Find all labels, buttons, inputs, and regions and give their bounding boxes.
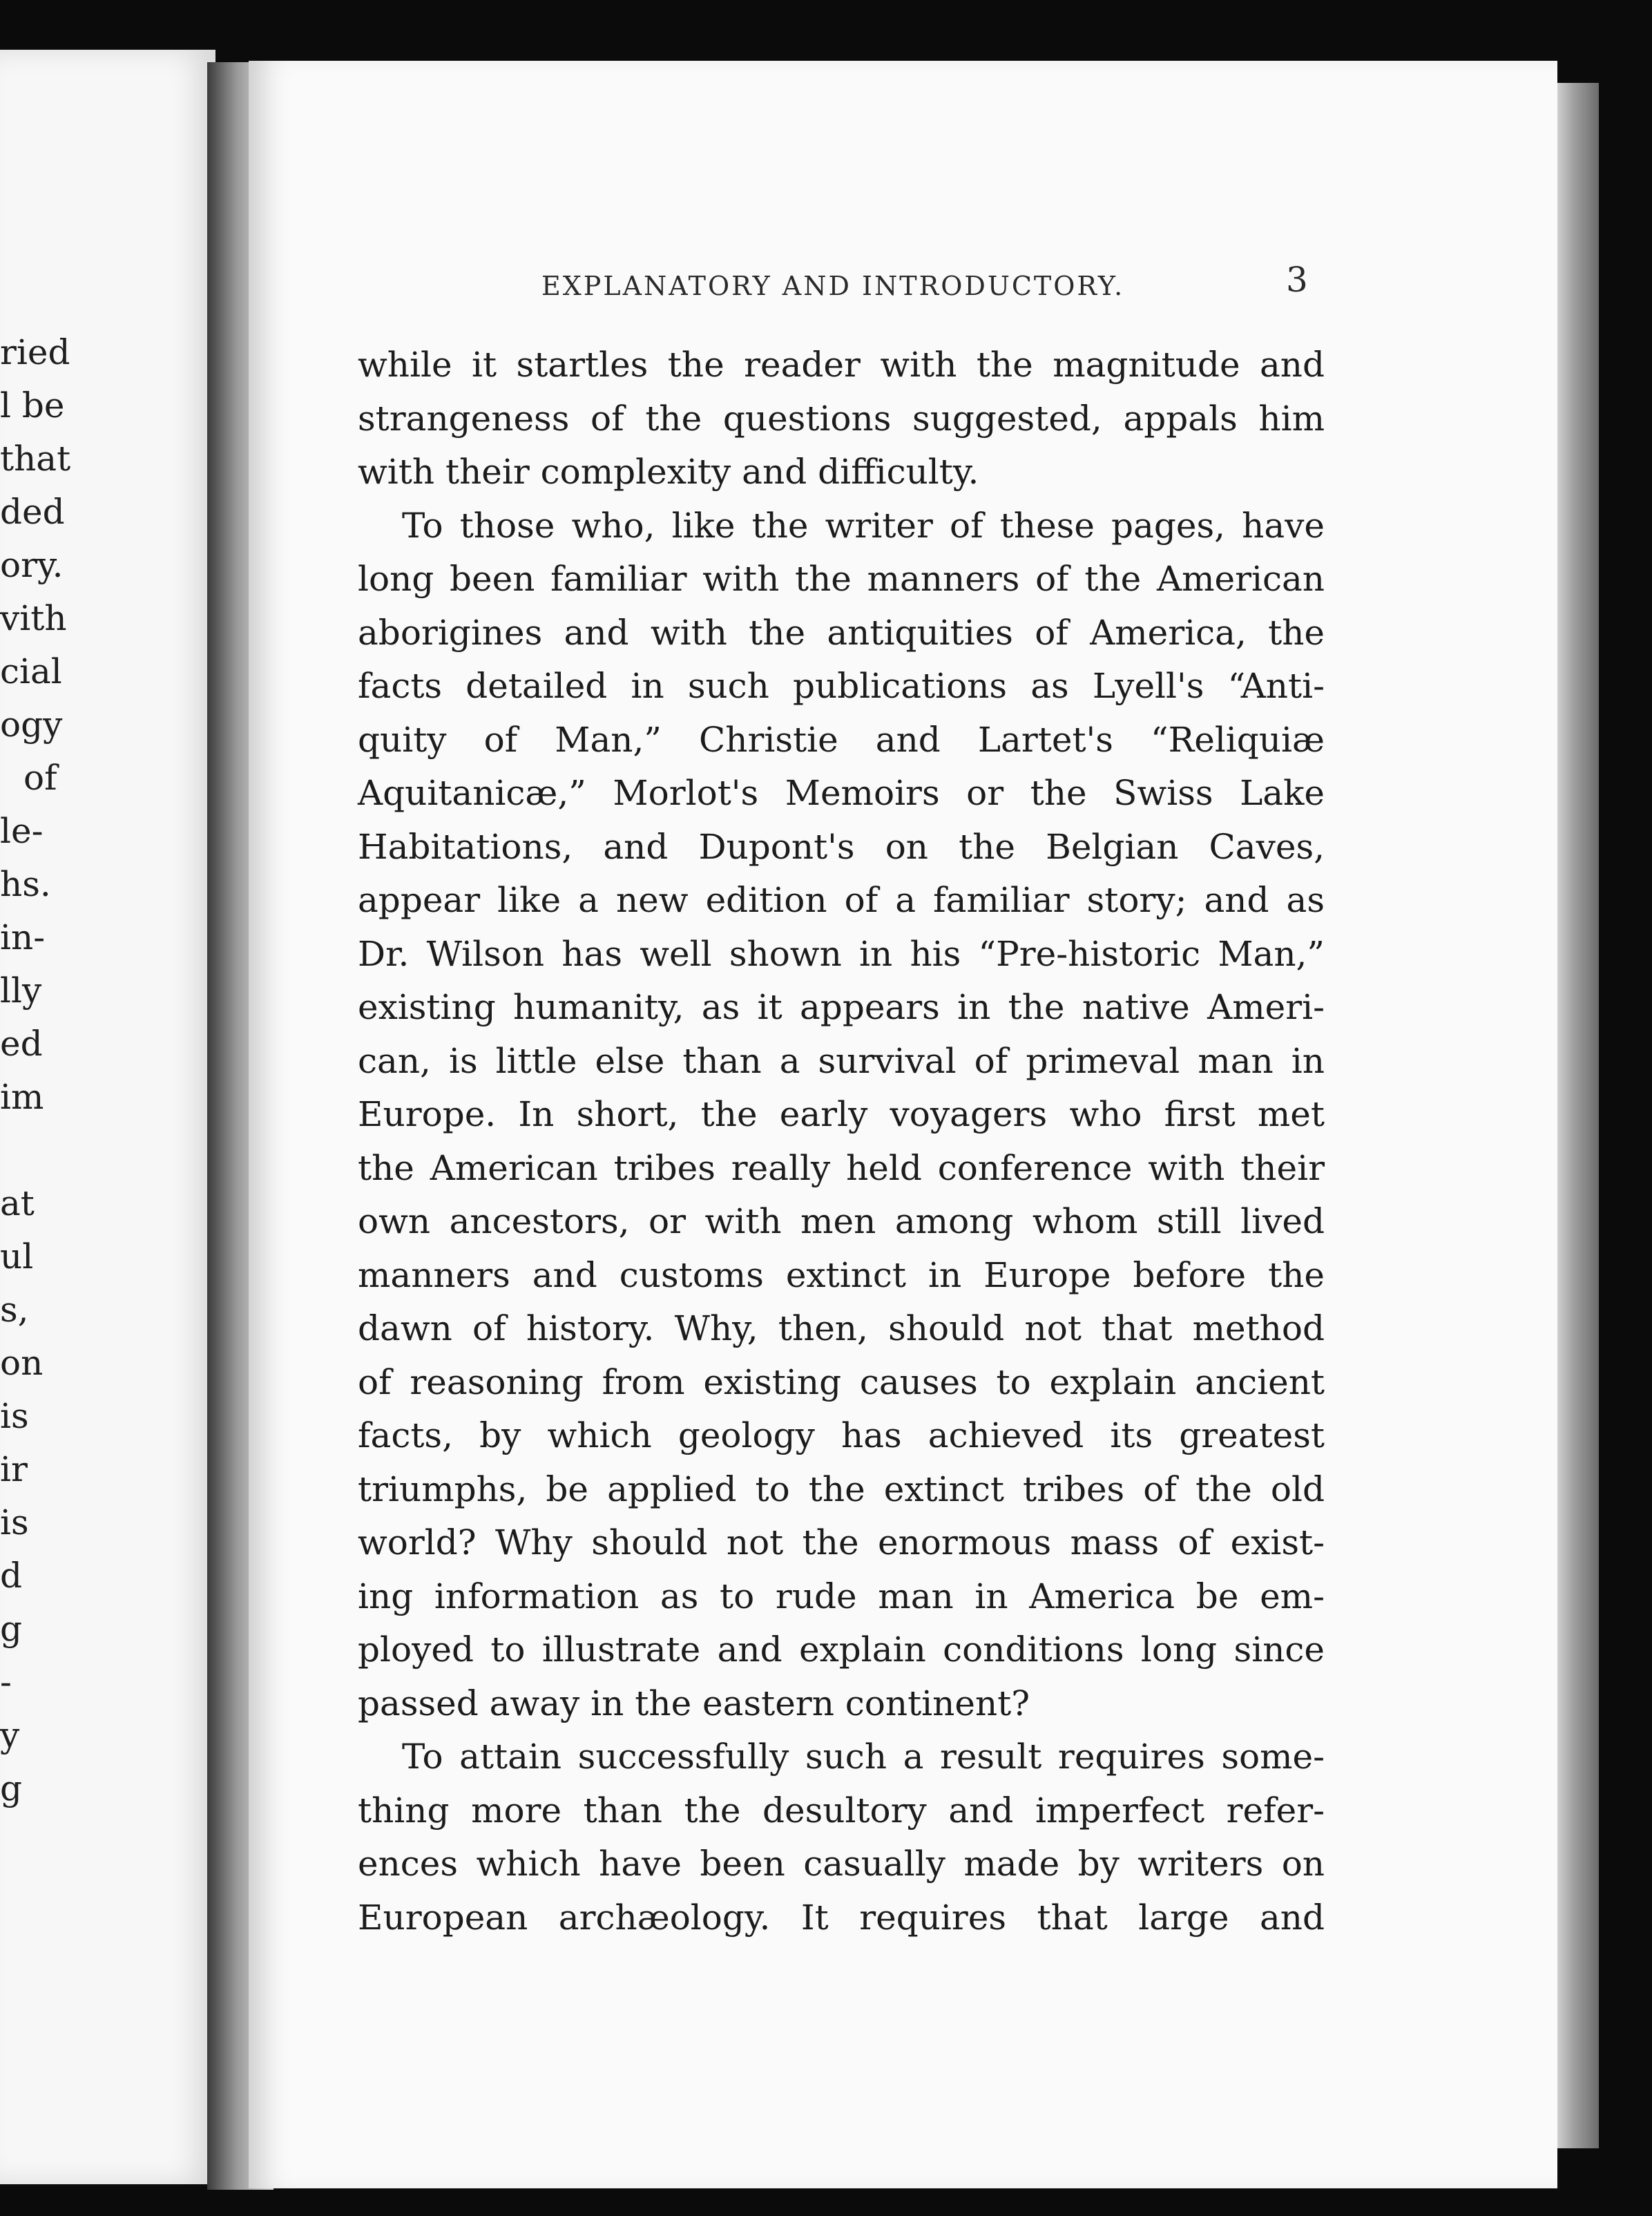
left-line: ed (0, 1024, 43, 1064)
running-head: EXPLANATORY AND INTRODUCTORY. (541, 271, 1125, 301)
text-line: long been familiar with the manners of the American (358, 559, 1325, 599)
left-line: im (0, 1077, 44, 1117)
left-line: of (23, 758, 57, 798)
text-line: world? Why should not the enormous mass of exist- (358, 1522, 1325, 1563)
text-line: facts, by which geology has achieved its greatest (358, 1415, 1325, 1455)
text-line: of reasoning from existing causes to explain ancient (358, 1362, 1325, 1402)
text-line: facts detailed in such publications as Lyell's “Anti- (358, 666, 1325, 706)
left-line: y (0, 1715, 20, 1755)
left-page-text (0, 326, 215, 1815)
left-line: l be (0, 385, 65, 426)
left-line: is (0, 1502, 29, 1542)
text-line: thing more than the desultory and imperfect refer- (358, 1790, 1325, 1831)
text-line: European archæology. It requires that large and (358, 1897, 1325, 1938)
left-line (0, 1124, 215, 1177)
text-line: triumphs, be applied to the extinct tribes of the old (358, 1469, 1325, 1509)
left-line: g (0, 1768, 23, 1808)
left-page (0, 50, 215, 2184)
left-line: that (0, 439, 71, 479)
page-number: 3 (1286, 260, 1308, 300)
left-line: at (0, 1183, 35, 1223)
left-line: is (0, 1396, 29, 1436)
text-line: own ancestors, or with men among whom still lived (358, 1201, 1325, 1241)
left-line: s, (0, 1290, 29, 1330)
left-line: ried (0, 332, 70, 372)
left-line: ogy (0, 705, 63, 745)
left-line: lly (0, 971, 42, 1011)
text-line: ences which have been casually made by writers on (358, 1844, 1325, 1884)
left-line: ory. (0, 545, 64, 585)
text-line: aborigines and with the antiquities of America, the (358, 612, 1325, 653)
left-line: le- (0, 811, 44, 851)
text-line: ployed to illustrate and explain conditions long since (358, 1630, 1325, 1670)
text-line: can, is little else than a survival of primeval man in (358, 1040, 1325, 1081)
text-line: To attain successfully such a result requires some- (402, 1737, 1325, 1777)
left-line: ul (0, 1236, 34, 1277)
text-line: To those who, like the writer of these pages, have (402, 505, 1325, 546)
left-line: d (0, 1556, 23, 1596)
left-line: - (0, 1662, 12, 1702)
left-line: cial (0, 651, 62, 691)
left-line: g (0, 1609, 23, 1649)
left-line: ir (0, 1449, 28, 1489)
text-line: Dr. Wilson has well shown in his “Pre-historic Man,” (358, 933, 1325, 974)
body-text (358, 338, 1325, 1945)
left-line: in- (0, 917, 46, 957)
text-line: dawn of history. Why, then, should not that method (358, 1308, 1325, 1348)
text-line: while it startles the reader with the magnitude and (358, 345, 1325, 385)
text-line: the American tribes really held conference with their (358, 1147, 1325, 1188)
text-line: with their complexity and difficulty. (358, 452, 979, 492)
text-line: strangeness of the questions suggested, appals him (358, 398, 1325, 439)
left-line: ded (0, 492, 65, 532)
text-line: existing humanity, as it appears in the native Ameri- (358, 987, 1325, 1027)
text-line: Habitations, and Dupont's on the Belgian Caves, (358, 826, 1325, 867)
text-line: passed away in the eastern continent? (358, 1683, 1030, 1723)
page-edge (1557, 83, 1599, 2148)
text-line: ing information as to rude man in America be em- (358, 1576, 1325, 1616)
left-line: on (0, 1343, 44, 1383)
left-line: vith (0, 598, 67, 638)
text-line: Europe. In short, the early voyagers who first met (358, 1094, 1325, 1134)
text-line: manners and customs extinct in Europe before the (358, 1254, 1325, 1295)
text-line: Aquitanicæ,” Morlot's Memoirs or the Swiss Lake (358, 773, 1325, 813)
text-line: appear like a new edition of a familiar story; and as (358, 880, 1325, 920)
text-line: quity of Man,” Christie and Lartet's “Reliquiæ (358, 719, 1325, 760)
left-line: hs. (0, 864, 51, 904)
